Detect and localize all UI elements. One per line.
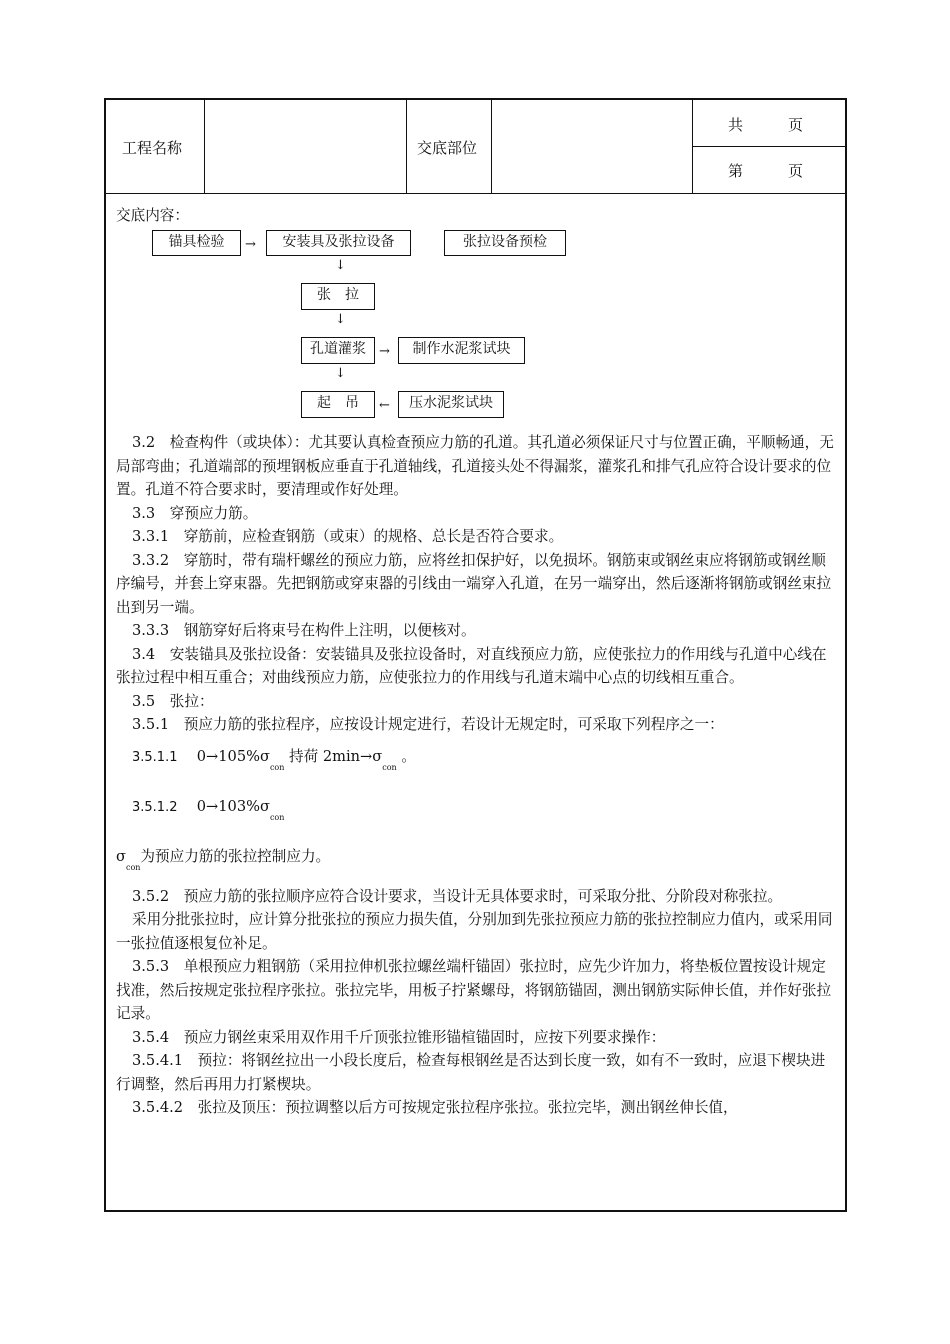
para-3-5-4: 3.5.4 预应力钢丝束采用双作用千斤顶张拉锥形锚楦锚固时，应按下列要求操作：	[132, 1028, 666, 1046]
para-3-5-4-1: 3.5.4.1 预拉：将钢丝拉出一小段长度后，检查每根钢丝是否达到长度一致，如有不一致时，应退下楔块进行调整，然后再用力打紧楔块。	[116, 1052, 826, 1093]
para-3-5-2-b: 采用分批张拉时，应计算分批张拉的预应力损失值，分别加到先张拉预应力筋的张拉控制应力值内，或采用同一张拉值逐根复位补足。	[116, 911, 833, 952]
formula-number: 3.5.1.2	[132, 799, 178, 815]
arrow-down-icon: ↓	[335, 366, 346, 381]
divider	[406, 100, 407, 193]
total-pages: 共 页	[728, 116, 804, 134]
para-3-2: 3.2 检查构件（或块体）：尤其要认真检查预应力筋的孔道。其孔道必须保证尺寸与位置正确，平顺畅通，无局部弯曲；孔道端部的预埋钢板应垂直于孔道轴线，孔道接头处不得漏浆，灌浆孔和排气孔应符合设计要求的位置。孔道不符合要求时，要清理或作好处理。	[116, 434, 834, 498]
para-3-5-1: 3.5.1 预应力筋的张拉程序，应按设计规定进行，若设计无规定时，可采取下列程序之一：	[132, 716, 724, 733]
arrow-left-icon: ←	[379, 398, 390, 413]
paragraphs	[116, 431, 838, 1120]
formula-part: 持荷 2min→σ	[289, 747, 383, 765]
subscript: con	[382, 762, 397, 772]
formula-part: 。	[401, 747, 416, 765]
para-3-5-4-2: 3.5.4.2 张拉及顶压：预拉调整以后方可按规定张拉程序张拉。张拉完毕，测出钢丝伸长值，	[132, 1099, 738, 1116]
flow-box-install-equipment: 安装具及张拉设备	[266, 230, 411, 256]
para-3-5-3: 3.5.3 单根预应力粗钢筋（采用拉伸机张拉螺丝端杆锚固）张拉时，应先少许加力，将垫板位置按设计规定找准，然后按规定张拉程序张拉。张拉完毕，用板子拧紧螺母，将钢筋锚固，测出钢筋实际伸长值，并作好张拉记录。	[116, 958, 832, 1022]
flow-box-make-test-block: 制作水泥浆试块	[398, 337, 525, 364]
flow-box-anchor-inspection: 锚具检验	[152, 230, 241, 256]
para-3-5: 3.5 张拉：	[132, 692, 214, 710]
content-label: 交底内容：	[116, 207, 189, 224]
arrow-down-icon: ↓	[335, 312, 346, 327]
formula-number: 3.5.1.1	[132, 749, 178, 765]
subscript: con	[125, 862, 141, 872]
flow-box-duct-grouting: 孔道灌浆	[301, 337, 375, 364]
flow-box-press-test-block: 压水泥浆试块	[398, 391, 504, 418]
formula-part: 0→103%σ	[196, 797, 270, 815]
flow-box-equipment-precheck: 张拉设备预检	[444, 230, 566, 256]
para-3-3-2: 3.3.2 穿筋时，带有瑞杆螺丝的预应力筋，应将丝扣保护好，以免损坏。钢筋束或钢丝束应将钢筋或钢丝顺序编号，并套上穿束器。先把钢筋或穿束器的引线由一端穿入孔道，在另一端穿出，然后逐渐将钢筋或钢丝束拉出到另一端。	[116, 551, 832, 616]
para-3-3-1: 3.3.1 穿筋前，应检查钢筋（或束）的规格、总长是否符合要求。	[132, 528, 564, 545]
sigma-symbol: σ	[116, 847, 126, 865]
project-name-label: 工程名称	[122, 139, 183, 157]
formula-3-5-1-1	[116, 737, 838, 795]
page-number: 第 页	[728, 162, 804, 180]
para-3-3: 3.3 穿预应力筋。	[132, 504, 258, 522]
definition-text: 为预应力筋的张拉控制应力。	[140, 847, 331, 865]
flow-box-tensioning: 张 拉	[301, 283, 375, 310]
formula-3-5-1-2	[116, 795, 838, 845]
para-3-5-2: 3.5.2 预应力筋的张拉顺序应符合设计要求，当设计无具体要求时，可采取分批、分阶段对称张拉。	[132, 887, 783, 905]
sigma-definition	[116, 845, 838, 885]
para-3-3-3: 3.3.3 钢筋穿好后将束号在构件上注明，以便核对。	[132, 622, 476, 639]
arrow-down-icon: ↓	[335, 258, 346, 273]
para-3-4: 3.4 安装锚具及张拉设备：安装锚具及张拉设备时，对直线预应力筋，应使张拉力的作用线与孔道中心线在张拉过程中相互重合；对曲线预应力筋，应使张拉力的作用线与孔道末端中心点的切线相互重合。	[116, 645, 827, 686]
subscript: con	[269, 762, 285, 772]
divider	[692, 146, 845, 147]
arrow-right-icon: →	[245, 237, 256, 252]
disclosure-form	[104, 98, 847, 1212]
form-header	[106, 100, 845, 194]
flow-box-lifting: 起 吊	[301, 391, 375, 418]
subscript: con	[269, 812, 285, 822]
divider	[491, 100, 492, 193]
formula-part: 0→105%σ	[196, 747, 270, 765]
location-label: 交底部位	[417, 139, 478, 157]
arrow-right-icon: →	[379, 344, 390, 359]
divider	[204, 100, 205, 193]
